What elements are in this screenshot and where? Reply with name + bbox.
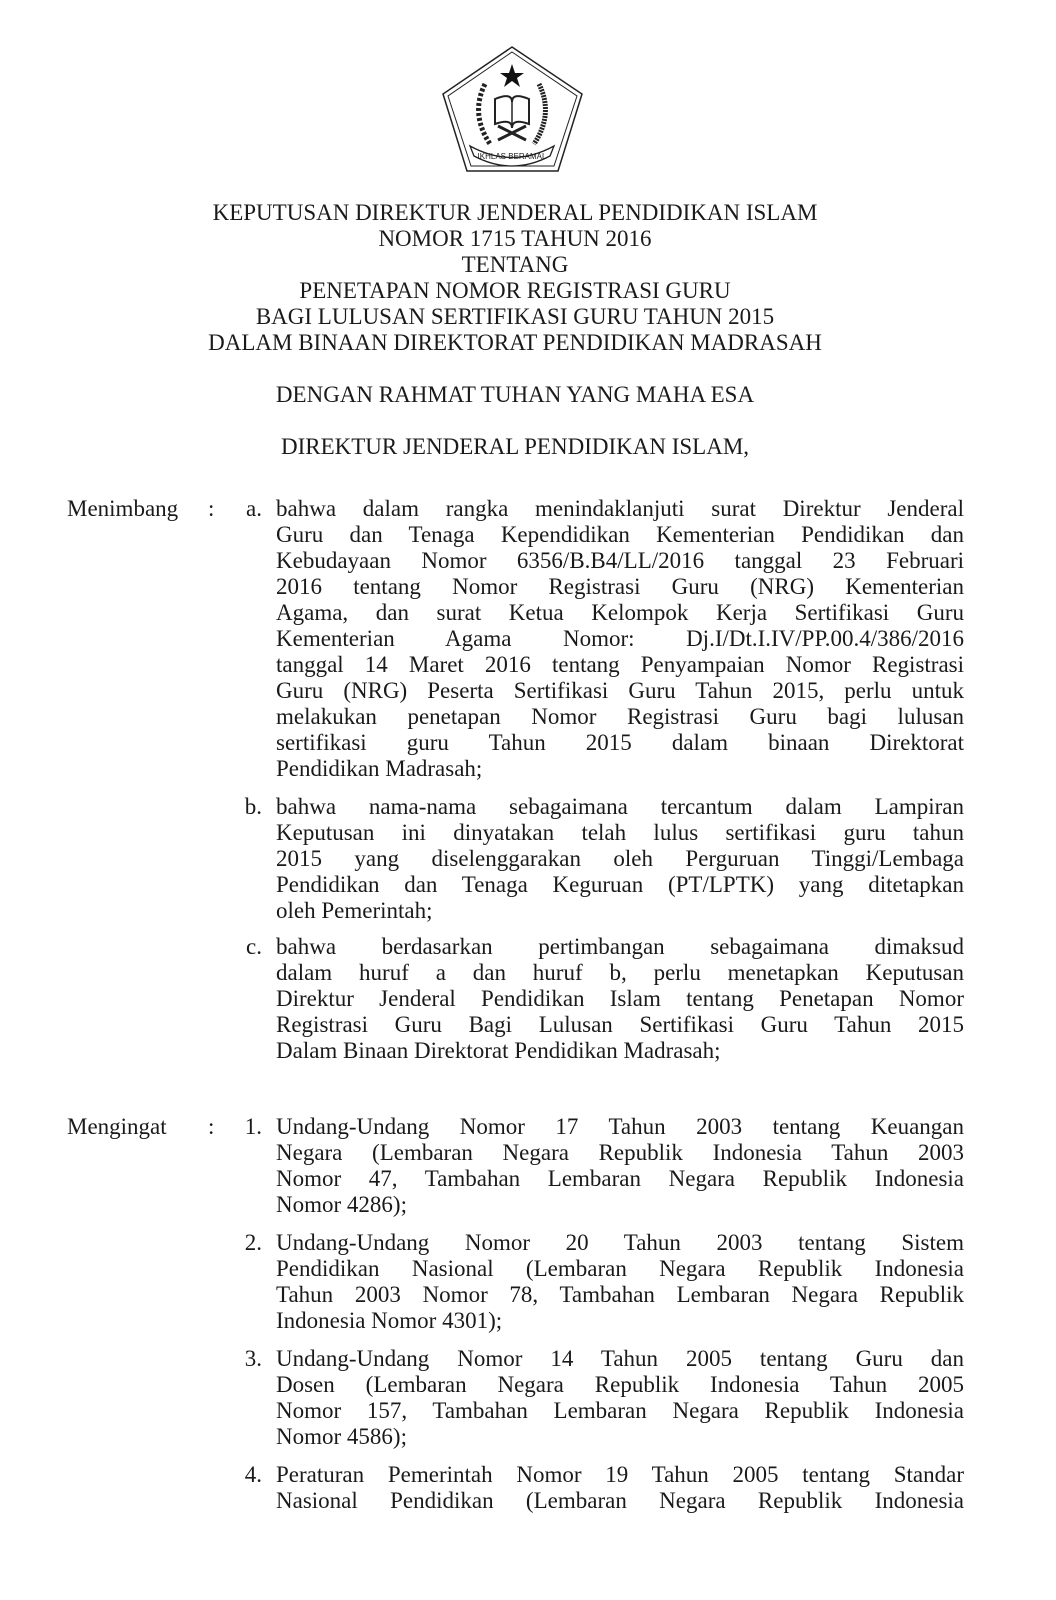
text-line: Nomor 4586); xyxy=(276,1424,407,1449)
text-line: Kementerian Agama Nomor: Dj.I/Dt.I.IV/PP.00.4/386/2016 xyxy=(276,626,964,651)
decree-number: NOMOR 1715 TAHUN 2016 xyxy=(378,226,652,251)
text-line: Negara (Lembaran Negara Republik Indonesia Tahun 2003 xyxy=(276,1140,964,1165)
text-line: Nomor 4286); xyxy=(276,1192,407,1217)
text-line: Pendidikan Nasional (Lembaran Negara Republik Indonesia xyxy=(276,1256,964,1281)
text-line: Dalam Binaan Direktorat Pendidikan Madrasah; xyxy=(276,1038,721,1063)
text-line: bahwa dalam rangka menindaklanjuti surat Direktur Jenderal xyxy=(276,496,964,521)
decree-title xyxy=(0,200,1030,356)
text-line: Nasional Pendidikan (Lembaran Negara Republik Indonesia xyxy=(276,1488,964,1513)
text-line: Kebudayaan Nomor 6356/B.B4/LL/2016 tanggal 23 Februari xyxy=(276,548,964,573)
official-title: DIREKTUR JENDERAL PENDIDIKAN ISLAM, xyxy=(280,434,750,459)
title-line: PENETAPAN NOMOR REGISTRASI GURU xyxy=(299,278,731,303)
title-line: DALAM BINAAN DIREKTORAT PENDIDIKAN MADRASAH xyxy=(208,330,822,355)
title-line: KEPUTUSAN DIREKTUR JENDERAL PENDIDIKAN ISLAM xyxy=(212,200,818,225)
text-line: 2016 tentang Nomor Registrasi Guru (NRG) Kementerian xyxy=(276,574,964,599)
text-line: Tahun 2003 Nomor 78, Tambahan Lembaran Negara Republik xyxy=(276,1282,964,1307)
item-marker: a. xyxy=(246,496,262,521)
text-line: Dosen (Lembaran Negara Republik Indonesia Tahun 2005 xyxy=(276,1372,964,1397)
text-line: Undang-Undang Nomor 17 Tahun 2003 tentang Keuangan xyxy=(276,1114,964,1139)
ministry-of-religious-affairs-logo xyxy=(440,44,585,174)
menimbang-item xyxy=(276,496,964,782)
text-line: Registrasi Guru Bagi Lulusan Sertifikasi Guru Tahun 2015 xyxy=(276,1012,964,1037)
text-line: bahwa berdasarkan pertimbangan sebagaimana dimaksud xyxy=(276,934,964,959)
menimbang-item xyxy=(276,794,964,924)
mengingat-label: Mengingat xyxy=(67,1114,167,1139)
item-marker: 2. xyxy=(244,1230,262,1255)
item-marker: b. xyxy=(244,794,262,819)
item-marker: 4. xyxy=(244,1462,262,1487)
colon: : xyxy=(208,496,215,521)
title-line: TENTANG xyxy=(461,252,569,277)
item-marker: 1. xyxy=(244,1114,262,1139)
text-line: Guru (NRG) Peserta Sertifikasi Guru Tahun 2015, perlu untuk xyxy=(276,678,964,703)
item-marker: c. xyxy=(246,934,262,959)
colon: : xyxy=(208,1114,215,1139)
text-line: Peraturan Pemerintah Nomor 19 Tahun 2005 tentang Standar xyxy=(276,1462,964,1487)
mengingat-item xyxy=(276,1230,964,1334)
mengingat-item xyxy=(276,1346,964,1450)
text-line: Direktur Jenderal Pendidikan Islam tentang Penetapan Nomor xyxy=(276,986,964,1011)
text-line: Indonesia Nomor 4301); xyxy=(276,1308,503,1333)
text-line: dalam huruf a dan huruf b, perlu menetapkan Keputusan xyxy=(276,960,964,985)
logo-motto: IKHLAS BERAMAL xyxy=(477,152,547,161)
text-line: sertifikasi guru Tahun 2015 dalam binaan Direktorat xyxy=(276,730,964,755)
text-line: Undang-Undang Nomor 14 Tahun 2005 tentang Guru dan xyxy=(276,1346,964,1371)
text-line: Undang-Undang Nomor 20 Tahun 2003 tentang Sistem xyxy=(276,1230,964,1255)
text-line: Nomor 47, Tambahan Lembaran Negara Republik Indonesia xyxy=(276,1166,964,1191)
text-line: 2015 yang diselenggarakan oleh Perguruan Tinggi/Lembaga xyxy=(276,846,964,871)
title-line: BAGI LULUSAN SERTIFIKASI GURU TAHUN 2015 xyxy=(255,304,775,329)
mengingat-item xyxy=(276,1462,964,1514)
text-line: Nomor 157, Tambahan Lembaran Negara Republik Indonesia xyxy=(276,1398,964,1423)
item-marker: 3. xyxy=(244,1346,262,1371)
text-line: bahwa nama-nama sebagaimana tercantum dalam Lampiran xyxy=(276,794,964,819)
text-line: Pendidikan dan Tenaga Keguruan (PT/LPTK) yang ditetapkan xyxy=(276,872,964,897)
text-line: Guru dan Tenaga Kependidikan Kementerian Pendidikan dan xyxy=(276,522,964,547)
text-line: Pendidikan Madrasah; xyxy=(276,756,483,781)
text-line: melakukan penetapan Nomor Registrasi Guru bagi lulusan xyxy=(276,704,964,729)
text-line: oleh Pemerintah; xyxy=(276,898,433,923)
text-line: tanggal 14 Maret 2016 tentang Penyampaian Nomor Registrasi xyxy=(276,652,964,677)
text-line: Agama, dan surat Ketua Kelompok Kerja Sertifikasi Guru xyxy=(276,600,964,625)
text-line: Keputusan ini dinyatakan telah lulus sertifikasi guru tahun xyxy=(276,820,964,845)
invocation: DENGAN RAHMAT TUHAN YANG MAHA ESA xyxy=(275,382,755,407)
menimbang-item xyxy=(276,934,964,1064)
mengingat-item xyxy=(276,1114,964,1218)
menimbang-label: Menimbang xyxy=(67,496,179,521)
